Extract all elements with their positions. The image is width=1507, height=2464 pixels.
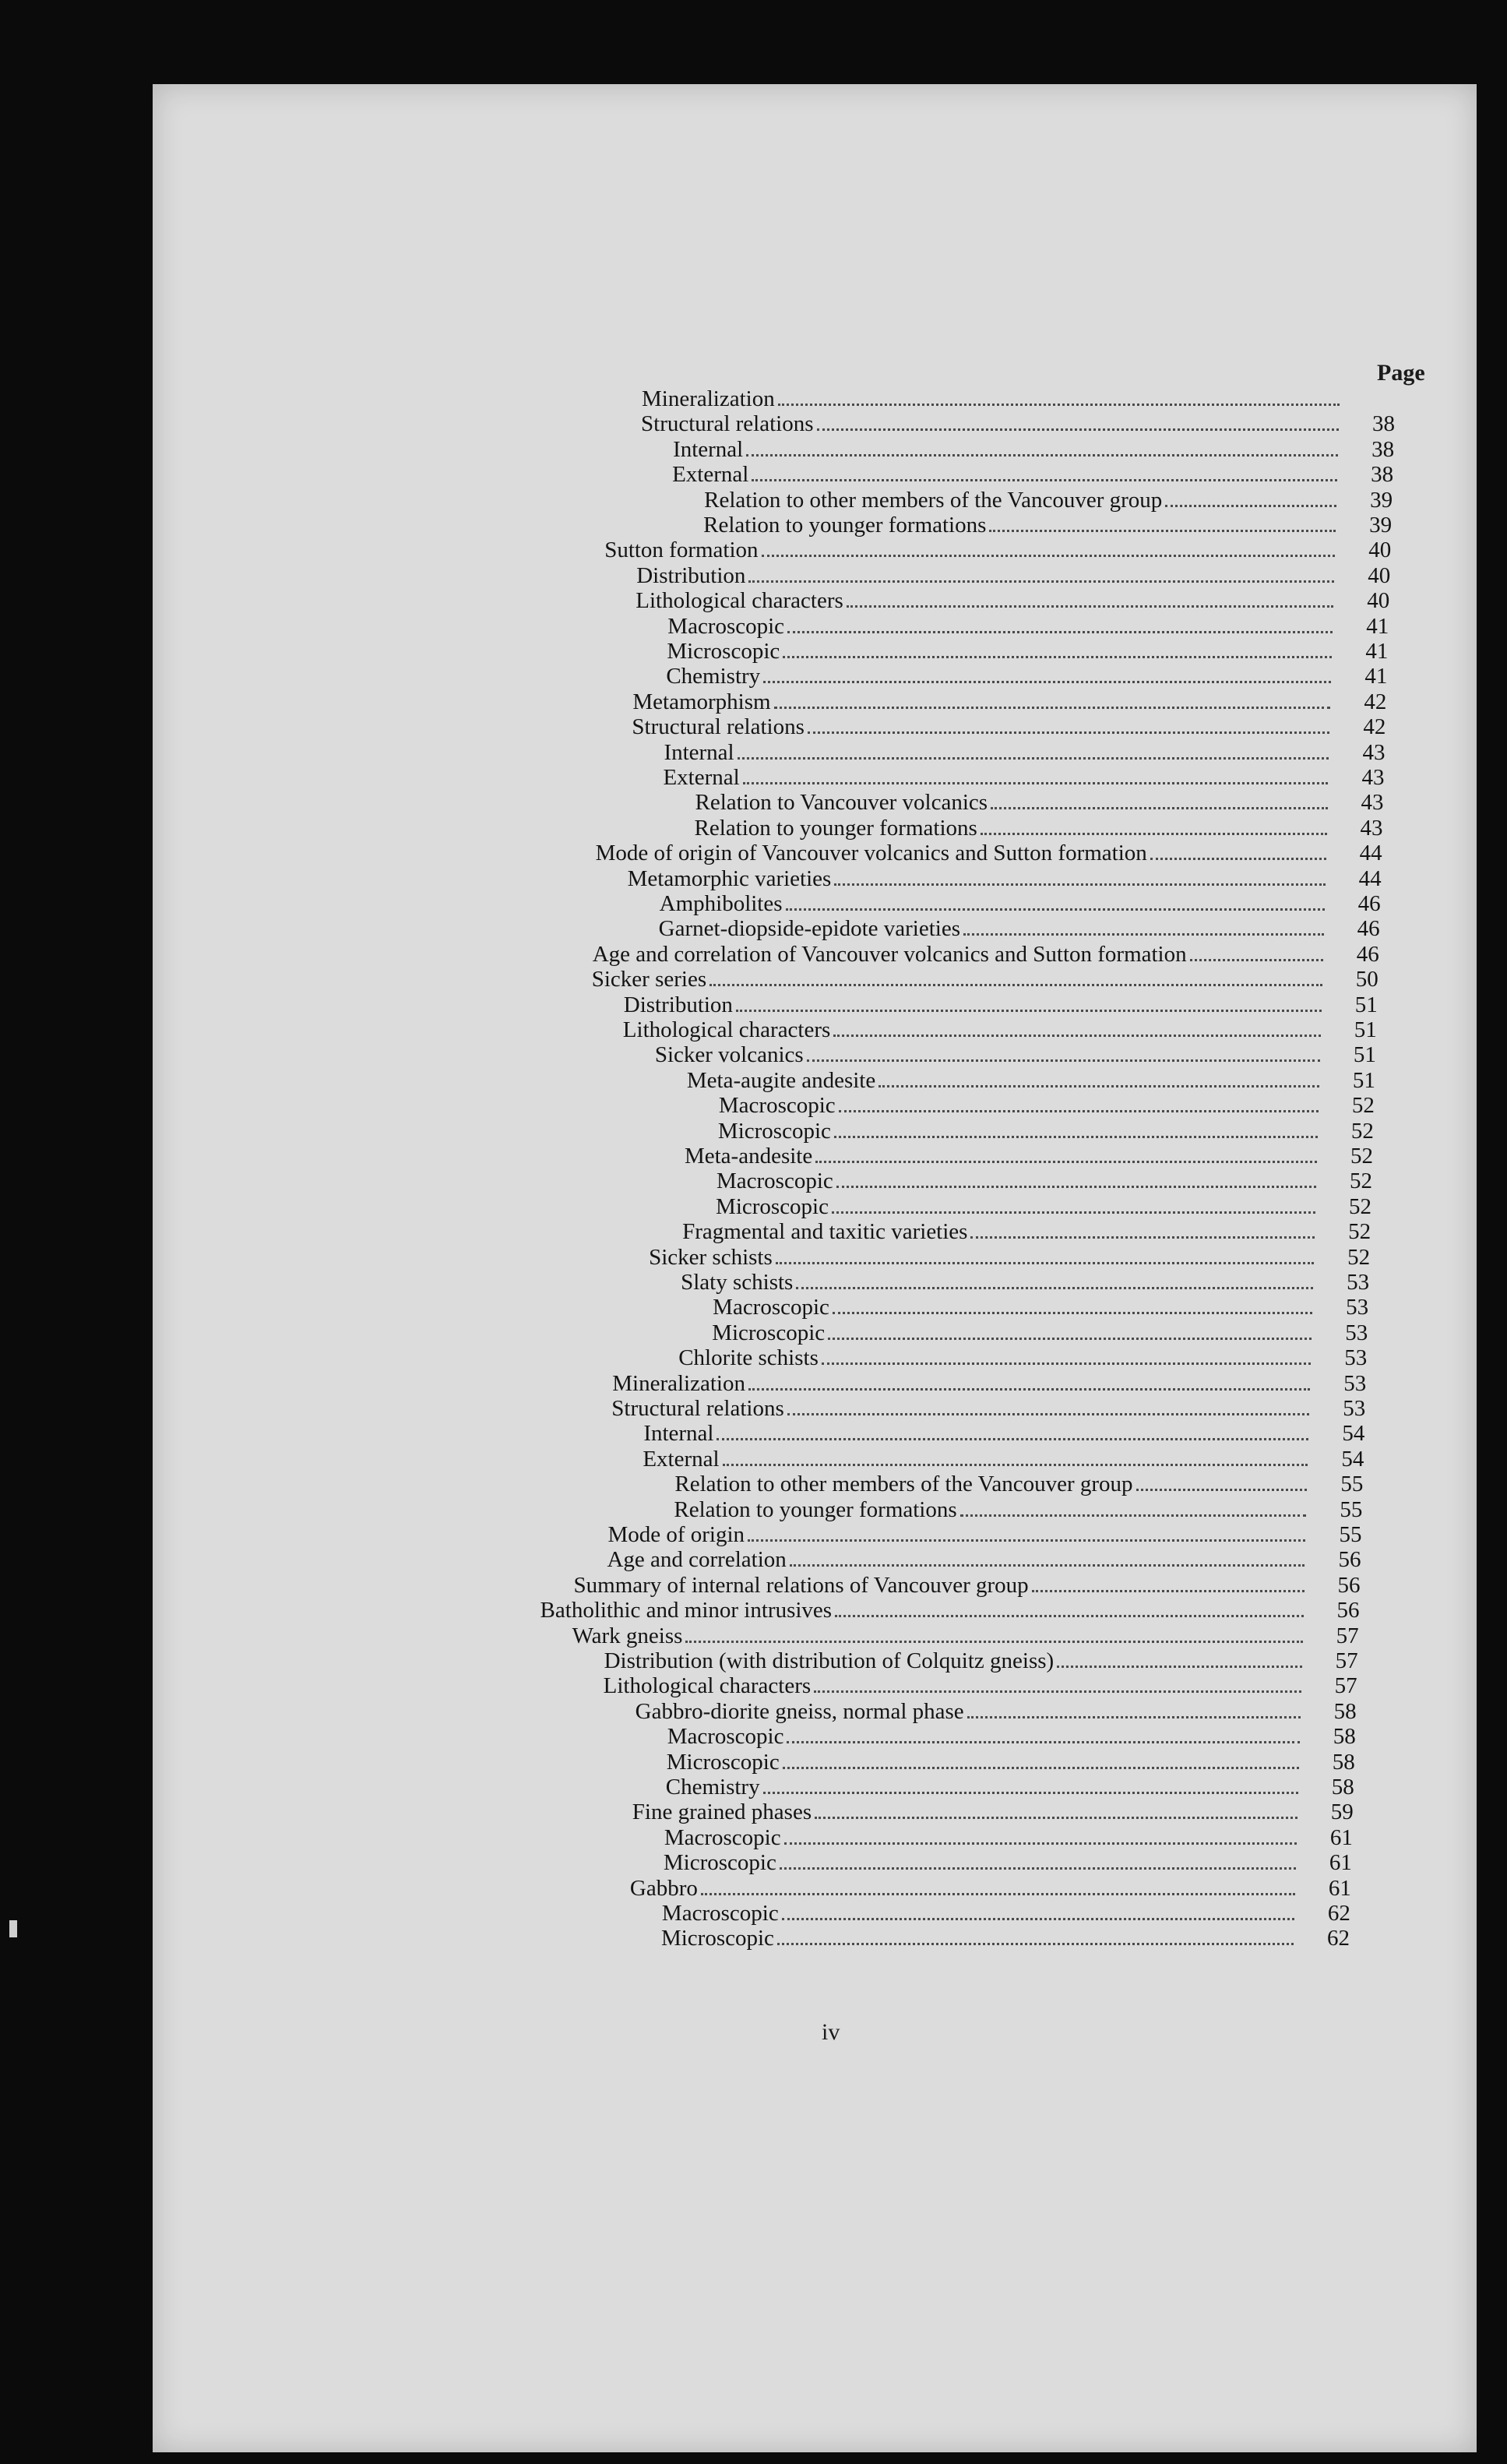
toc-entry-label: Age and correlation of Vancouver volcanics and Sutton formation <box>592 941 1187 967</box>
toc-entry-label: Relation to other members of the Vancouver group <box>704 487 1163 513</box>
toc-entry <box>704 487 1393 513</box>
dot-leader <box>774 707 1331 709</box>
toc-entry-label: Relation to Vancouver volcanics <box>695 790 988 816</box>
toc-entry <box>666 664 1388 689</box>
toc-entry-page: 53 <box>1347 1270 1370 1295</box>
dot-leader <box>776 1262 1314 1264</box>
dot-leader <box>814 1690 1301 1693</box>
dot-leader <box>963 933 1324 936</box>
toc-entry <box>663 1850 1352 1876</box>
dot-leader <box>743 782 1329 784</box>
toc-entry-page: 42 <box>1363 714 1386 740</box>
toc-entry-label: Sicker series <box>591 967 707 992</box>
toc-entry-label: Slaty schists <box>681 1270 794 1295</box>
dot-leader <box>989 530 1336 532</box>
toc-entry-page: 52 <box>1351 1093 1375 1119</box>
toc-entry <box>632 714 1386 740</box>
toc-entry <box>667 613 1389 639</box>
dot-leader <box>1190 959 1323 961</box>
toc-entry-page: 53 <box>1343 1396 1366 1421</box>
toc-entry-page: 56 <box>1338 1547 1361 1573</box>
toc-entry-label: Macroscopic <box>661 1901 779 1926</box>
toc-entry <box>713 1295 1369 1320</box>
toc-entry-page: 59 <box>1330 1800 1354 1825</box>
toc-entry-page: 38 <box>1371 436 1395 462</box>
dot-leader <box>709 984 1322 986</box>
toc-entry-page: 51 <box>1352 1067 1375 1093</box>
toc-entry-page: 43 <box>1362 739 1386 765</box>
page-column-header: Page <box>1377 360 1425 386</box>
toc-entry-label: Chlorite schists <box>678 1345 819 1371</box>
toc-entry <box>660 1926 1350 1951</box>
dot-leader <box>738 757 1329 760</box>
dot-leader <box>783 656 1332 658</box>
toc-entry-page: 61 <box>1329 1850 1352 1876</box>
toc-entry <box>664 739 1386 765</box>
toc-entry-page: 39 <box>1370 487 1393 513</box>
dot-leader <box>828 1338 1312 1340</box>
dot-leader <box>836 1186 1316 1188</box>
toc-entry <box>717 1118 1374 1144</box>
toc-entry-label: Macroscopic <box>667 1724 784 1750</box>
toc-entry <box>636 588 1390 614</box>
toc-entry-label: Wark gneiss <box>572 1623 683 1648</box>
toc-entry <box>684 1144 1373 1169</box>
page-number: iv <box>822 2019 840 2045</box>
toc-entry-label: Lithological characters <box>622 1017 831 1042</box>
toc-entry-label: Meta-augite andesite <box>686 1067 876 1093</box>
toc-entry-label: Microscopic <box>712 1320 826 1345</box>
dot-leader <box>1165 505 1336 507</box>
toc-entry <box>661 1901 1350 1926</box>
toc-entry-label: Sicker volcanics <box>654 1042 804 1068</box>
toc-entry-page: 41 <box>1365 639 1389 664</box>
toc-entry <box>674 1496 1363 1522</box>
dot-leader <box>808 731 1330 734</box>
toc-entry-label: Microscopic <box>663 1850 776 1876</box>
dot-leader <box>783 1767 1299 1769</box>
dot-leader <box>782 1918 1294 1920</box>
toc-entry-label: Internal <box>643 1421 714 1447</box>
toc-entry <box>717 1169 1372 1194</box>
toc-entry-page: 38 <box>1372 411 1396 437</box>
toc-entry-page: 52 <box>1350 1144 1373 1169</box>
toc-entry-label: Distribution <box>636 562 746 588</box>
toc-entry <box>695 790 1384 816</box>
toc-entry <box>716 1193 1372 1219</box>
dot-leader <box>1057 1666 1301 1668</box>
toc-entry-page: 55 <box>1340 1472 1364 1497</box>
toc-entry-page: 61 <box>1328 1875 1351 1901</box>
toc-entry-page: 51 <box>1354 1017 1377 1042</box>
toc-entry-page: 42 <box>1364 689 1387 714</box>
toc-entry-page: 43 <box>1360 815 1383 841</box>
dot-leader <box>748 1539 1305 1542</box>
dot-leader <box>778 404 1340 406</box>
toc-entry-page: 53 <box>1343 1370 1367 1396</box>
toc-entry-page: 40 <box>1368 538 1392 563</box>
toc-entry-page: 56 <box>1336 1598 1360 1623</box>
toc-entry-label: Fine grained phases <box>632 1800 812 1825</box>
toc-entry-label: Batholithic and minor intrusives <box>540 1598 833 1623</box>
toc-entry <box>632 1800 1354 1825</box>
toc-entry-page: 58 <box>1331 1775 1354 1800</box>
toc-entry-label: Sutton formation <box>604 538 759 563</box>
toc-entry <box>607 1547 1361 1573</box>
dot-leader <box>723 1464 1308 1466</box>
dot-leader <box>717 1438 1308 1440</box>
dot-leader <box>752 479 1337 481</box>
toc-entry-label: Relation to younger formations <box>674 1496 957 1522</box>
toc-entry-label: Garnet-diopside-epidote varieties <box>658 916 960 942</box>
toc-entry-label: Distribution (with distribution of Colquitz gneiss) <box>604 1648 1055 1673</box>
toc-entry-label: Macroscopic <box>667 613 785 639</box>
dot-leader <box>832 1211 1315 1214</box>
toc-entry-page: 46 <box>1357 916 1380 942</box>
dot-leader <box>796 1287 1313 1289</box>
toc-entry-label: Microscopic <box>666 1749 780 1775</box>
toc-entry <box>678 1345 1368 1371</box>
toc-entry-page: 52 <box>1349 1193 1372 1219</box>
toc-entry-label: Gabbro-diorite gneiss, normal phase <box>635 1698 964 1724</box>
toc-entry-page: 58 <box>1333 1724 1356 1750</box>
toc-entry-label: Relation to younger formations <box>703 513 987 538</box>
toc-entry-label: Chemistry <box>666 664 761 689</box>
toc-entry-label: Internal <box>673 436 744 462</box>
toc-entry-page: 58 <box>1332 1749 1355 1775</box>
toc-entry <box>642 386 1347 411</box>
toc-entry <box>603 1673 1357 1699</box>
dot-leader <box>763 681 1331 683</box>
dot-leader <box>991 807 1327 809</box>
toc-entry-page: 41 <box>1366 613 1389 639</box>
toc-entry <box>604 1648 1358 1673</box>
toc-entry-label: Summary of internal relations of Vancouver group <box>573 1572 1029 1598</box>
dot-leader <box>847 605 1333 608</box>
dot-leader <box>878 1085 1319 1087</box>
toc-entry-label: Meta-andesite <box>684 1144 813 1169</box>
toc-entry <box>718 1093 1375 1119</box>
toc-entry <box>658 916 1380 942</box>
toc-entry <box>573 1572 1361 1598</box>
toc-entry-page: 52 <box>1348 1219 1371 1245</box>
toc-entry <box>654 1042 1376 1068</box>
toc-entry <box>607 1522 1362 1547</box>
toc-entry-label: Chemistry <box>665 1775 760 1800</box>
toc-entry-label: External <box>663 765 740 790</box>
toc-entry-page: 57 <box>1335 1648 1358 1673</box>
toc-entry <box>611 1396 1366 1421</box>
toc-entry <box>629 1875 1351 1901</box>
toc-entry-page: 62 <box>1326 1926 1350 1951</box>
toc-entry-label: Mineralization <box>642 386 775 411</box>
toc-entry-label: Gabbro <box>629 1875 698 1901</box>
toc-entry-page: 46 <box>1356 941 1379 967</box>
toc-entry-label: Relation to other members of the Vancouver group <box>674 1472 1133 1497</box>
toc-entry <box>591 967 1378 992</box>
toc-entry-page: 53 <box>1346 1295 1369 1320</box>
toc-entry-label: Lithological characters <box>636 588 843 614</box>
dot-leader <box>815 1161 1317 1163</box>
toc-entry-page: 41 <box>1364 664 1388 689</box>
toc-entry-page: 62 <box>1327 1901 1350 1926</box>
toc-entry <box>595 841 1382 866</box>
dot-leader <box>1136 1489 1308 1491</box>
toc-entry <box>703 513 1393 538</box>
toc-entry <box>623 992 1378 1017</box>
toc-entry-label: Structural relations <box>611 1396 784 1421</box>
dot-leader <box>834 1136 1318 1138</box>
toc-entry <box>612 1370 1367 1396</box>
dot-leader <box>1032 1590 1305 1592</box>
dot-leader <box>967 1716 1301 1718</box>
toc-entry-label: External <box>643 1446 720 1472</box>
dot-leader <box>960 1514 1307 1517</box>
dot-leader <box>817 428 1340 431</box>
toc-entry <box>592 941 1379 967</box>
dot-leader <box>787 1741 1299 1743</box>
toc-entry <box>663 765 1385 790</box>
toc-entry-label: Distribution <box>623 992 733 1017</box>
toc-entry-label: Structural relations <box>632 714 805 740</box>
toc-entry-page: 57 <box>1334 1673 1357 1699</box>
toc-entry <box>712 1320 1368 1345</box>
dot-leader <box>981 833 1327 835</box>
toc-entry-page: 61 <box>1329 1824 1353 1850</box>
toc-entry-label: Sicker schists <box>649 1244 773 1270</box>
toc-entry <box>674 1472 1364 1497</box>
dot-leader <box>833 1035 1320 1037</box>
toc-entry-page: 52 <box>1350 1169 1372 1194</box>
toc-entry-label: Microscopic <box>717 1118 831 1144</box>
dot-leader <box>746 454 1338 456</box>
dot-leader <box>970 1236 1315 1239</box>
toc-entry <box>673 436 1395 462</box>
toc-entry <box>667 639 1389 664</box>
dot-leader <box>736 1010 1322 1012</box>
dot-leader <box>701 1893 1295 1895</box>
toc-entry-page: 38 <box>1371 462 1394 488</box>
dot-leader <box>787 1413 1310 1415</box>
toc-entry <box>649 1244 1371 1270</box>
dot-leader <box>835 1615 1303 1617</box>
toc-entry-label: Macroscopic <box>713 1295 829 1320</box>
dot-leader <box>763 1792 1298 1794</box>
toc-entry-label: Mode of origin of Vancouver volcanics and Sutton formation <box>595 841 1147 866</box>
toc-entry <box>572 1623 1359 1648</box>
dot-leader <box>780 1867 1296 1870</box>
toc-entry-label: Macroscopic <box>718 1093 836 1119</box>
dot-leader <box>685 1641 1302 1643</box>
toc-entry <box>686 1067 1375 1093</box>
toc-entry-label: Relation to younger formations <box>694 815 977 841</box>
dot-leader <box>822 1362 1311 1365</box>
toc-entry-page: 54 <box>1342 1421 1365 1447</box>
toc-entry <box>604 538 1392 563</box>
toc-entry-page: 51 <box>1354 992 1378 1017</box>
toc-entry <box>622 1017 1377 1042</box>
toc-entry-page: 40 <box>1367 588 1390 614</box>
toc-entry-page: 50 <box>1355 967 1378 992</box>
toc-entry-label: Metamorphic varieties <box>627 865 832 891</box>
toc-entry-label: Macroscopic <box>717 1169 833 1194</box>
dot-leader <box>787 631 1333 633</box>
toc-entry <box>694 815 1383 841</box>
dot-leader <box>807 1059 1320 1062</box>
toc-entry-page: 52 <box>1347 1244 1371 1270</box>
toc-entry-page: 56 <box>1337 1572 1361 1598</box>
dot-leader <box>839 1110 1319 1112</box>
dot-leader <box>1150 858 1326 860</box>
dot-leader <box>815 1817 1297 1819</box>
toc-entry-label: Lithological characters <box>603 1673 812 1699</box>
toc-entry <box>632 689 1387 714</box>
toc-entry <box>667 1724 1356 1750</box>
dot-leader <box>790 1564 1305 1567</box>
dot-leader <box>784 1842 1297 1845</box>
toc-entry-page: 53 <box>1344 1345 1368 1371</box>
dot-leader <box>748 1388 1310 1391</box>
toc-entry-page: 52 <box>1350 1118 1374 1144</box>
toc-entry-label: Mode of origin <box>607 1522 745 1547</box>
dot-leader <box>777 1943 1294 1945</box>
toc-entry-label: External <box>672 462 749 488</box>
dot-leader <box>748 580 1334 583</box>
toc-entry-label: Microscopic <box>667 639 780 664</box>
toc-entry-label: Microscopic <box>716 1193 829 1219</box>
toc-entry-page: 53 <box>1345 1320 1368 1345</box>
toc-entry-page: 39 <box>1369 513 1393 538</box>
toc-entry-label: Amphibolites <box>659 891 783 916</box>
dot-leader <box>833 1312 1312 1314</box>
toc-entry-label: Mineralization <box>612 1370 745 1396</box>
toc-entry-label: Macroscopic <box>664 1824 781 1850</box>
toc-entry <box>540 1598 1360 1623</box>
toc-entry <box>641 411 1396 437</box>
toc-entry-page: 44 <box>1359 841 1382 866</box>
toc-entry <box>665 1775 1354 1800</box>
toc-entry-label: Internal <box>664 739 734 765</box>
toc-entry <box>659 891 1381 916</box>
toc-entry-page: 43 <box>1361 790 1384 816</box>
toc-entry-page: 58 <box>1333 1698 1357 1724</box>
toc-entry-label: Structural relations <box>641 411 814 437</box>
dot-leader <box>834 883 1325 886</box>
toc-entry <box>635 1698 1357 1724</box>
toc-entry <box>682 1219 1371 1245</box>
toc-entry-page: 40 <box>1368 562 1391 588</box>
toc-entry <box>666 1749 1355 1775</box>
toc-entry-page: 51 <box>1353 1042 1376 1068</box>
toc-entry-label: Microscopic <box>660 1926 774 1951</box>
toc-entry-page: 44 <box>1358 865 1382 891</box>
toc-entry <box>664 1824 1353 1850</box>
toc-entry-page: 46 <box>1357 891 1381 916</box>
toc-entry <box>643 1421 1365 1447</box>
dot-leader <box>786 908 1325 911</box>
toc-entry-page: 43 <box>1361 765 1385 790</box>
toc-entry-label: Metamorphism <box>632 689 771 714</box>
dot-leader <box>762 555 1336 557</box>
toc-entry <box>672 462 1394 488</box>
toc-entry-page: 55 <box>1340 1496 1363 1522</box>
toc-entry <box>627 865 1382 891</box>
toc-entry-label: Fragmental and taxitic varieties <box>682 1219 968 1245</box>
toc-entry <box>636 562 1391 588</box>
toc-entry-label: Age and correlation <box>607 1547 787 1573</box>
toc-entry-page: 57 <box>1336 1623 1359 1648</box>
toc-entry <box>681 1270 1370 1295</box>
toc-entry-page: 54 <box>1341 1446 1364 1472</box>
toc-entry <box>643 1446 1364 1472</box>
toc-entry-page: 55 <box>1339 1522 1362 1547</box>
